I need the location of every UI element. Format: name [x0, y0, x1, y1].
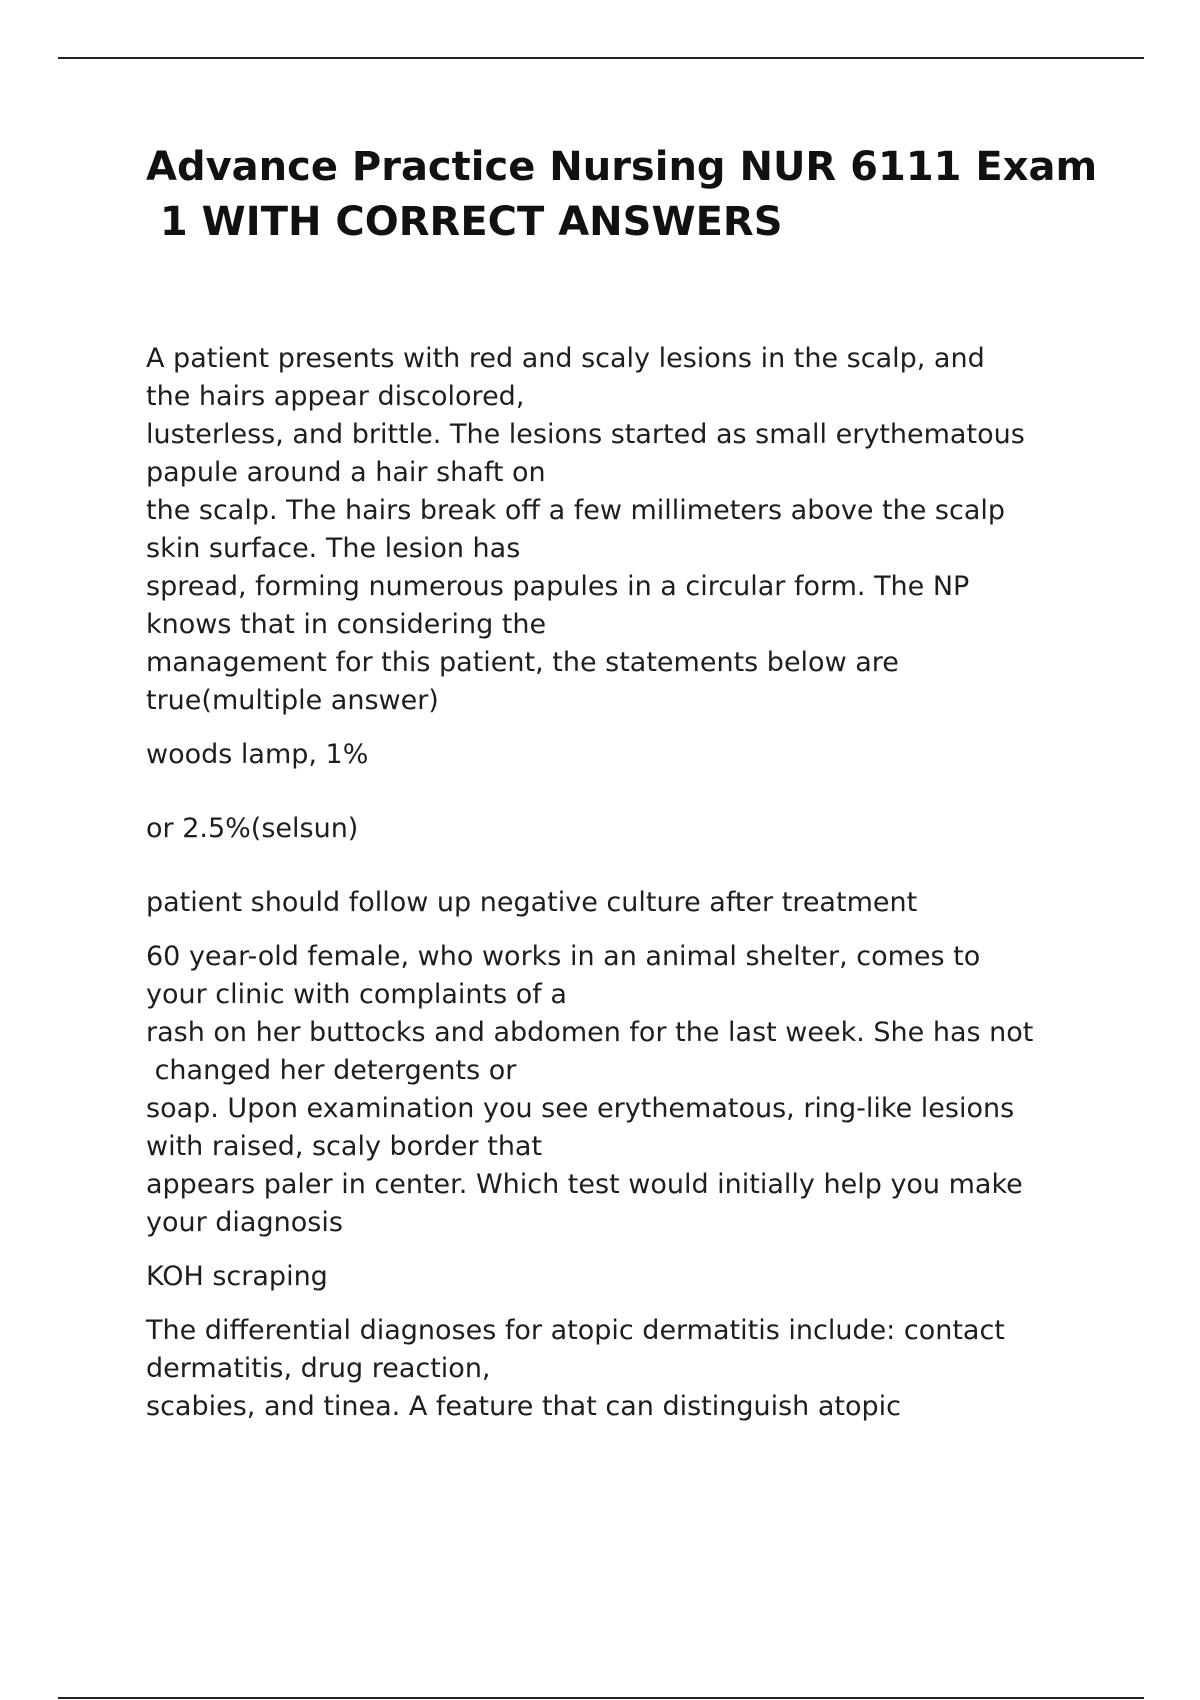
- bottom-divider: [58, 1697, 1144, 1699]
- text-line: changed her detergents or: [146, 1055, 517, 1086]
- document-title: [146, 140, 1106, 250]
- text-line: rash on her buttocks and abdomen for the last week. She has not: [146, 1017, 1034, 1048]
- title-line: 1 WITH CORRECT ANSWERS: [146, 199, 783, 245]
- text-line: lusterless, and brittle. The lesions started as small erythematous: [146, 419, 1025, 450]
- text-line: 60 year-old female, who works in an animal shelter, comes to: [146, 941, 981, 972]
- top-divider: [58, 57, 1144, 59]
- document-body: [146, 340, 1106, 1426]
- answer-paragraph: [146, 884, 1106, 922]
- text-line: soap. Upon examination you see erythematous, ring-like lesions: [146, 1093, 1015, 1124]
- text-line: The differential diagnoses for atopic dermatitis include: contact: [146, 1315, 1005, 1346]
- answer-paragraph: [146, 810, 1106, 848]
- question-paragraph: [146, 938, 1106, 1242]
- text-line: scabies, and tinea. A feature that can distinguish atopic: [146, 1391, 902, 1422]
- text-line: woods lamp, 1%: [146, 739, 369, 770]
- text-line: spread, forming numerous papules in a circular form. The NP: [146, 571, 970, 602]
- text-line: papule around a hair shaft on: [146, 457, 546, 488]
- text-line: the hairs appear discolored,: [146, 381, 525, 412]
- text-line: management for this patient, the statements below are: [146, 647, 899, 678]
- document-page: [146, 140, 1106, 1426]
- title-line: Advance Practice Nursing NUR 6111 Exam: [146, 144, 1098, 190]
- text-line: with raised, scaly border that: [146, 1131, 543, 1162]
- text-line: or 2.5%(selsun): [146, 813, 359, 844]
- text-line: A patient presents with red and scaly lesions in the scalp, and: [146, 343, 985, 374]
- text-line: your diagnosis: [146, 1207, 343, 1238]
- text-line: the scalp. The hairs break off a few millimeters above the scalp: [146, 495, 1006, 526]
- question-paragraph: [146, 340, 1106, 720]
- question-paragraph: [146, 1312, 1106, 1426]
- text-line: dermatitis, drug reaction,: [146, 1353, 491, 1384]
- text-line: your clinic with complaints of a: [146, 979, 567, 1010]
- answer-paragraph: [146, 1258, 1106, 1296]
- text-line: knows that in considering the: [146, 609, 547, 640]
- text-line: KOH scraping: [146, 1261, 328, 1292]
- text-line: skin surface. The lesion has: [146, 533, 521, 564]
- text-line: true(multiple answer): [146, 685, 439, 716]
- text-line: appears paler in center. Which test would initially help you make: [146, 1169, 1023, 1200]
- answer-paragraph: [146, 736, 1106, 774]
- text-line: patient should follow up negative culture after treatment: [146, 887, 918, 918]
